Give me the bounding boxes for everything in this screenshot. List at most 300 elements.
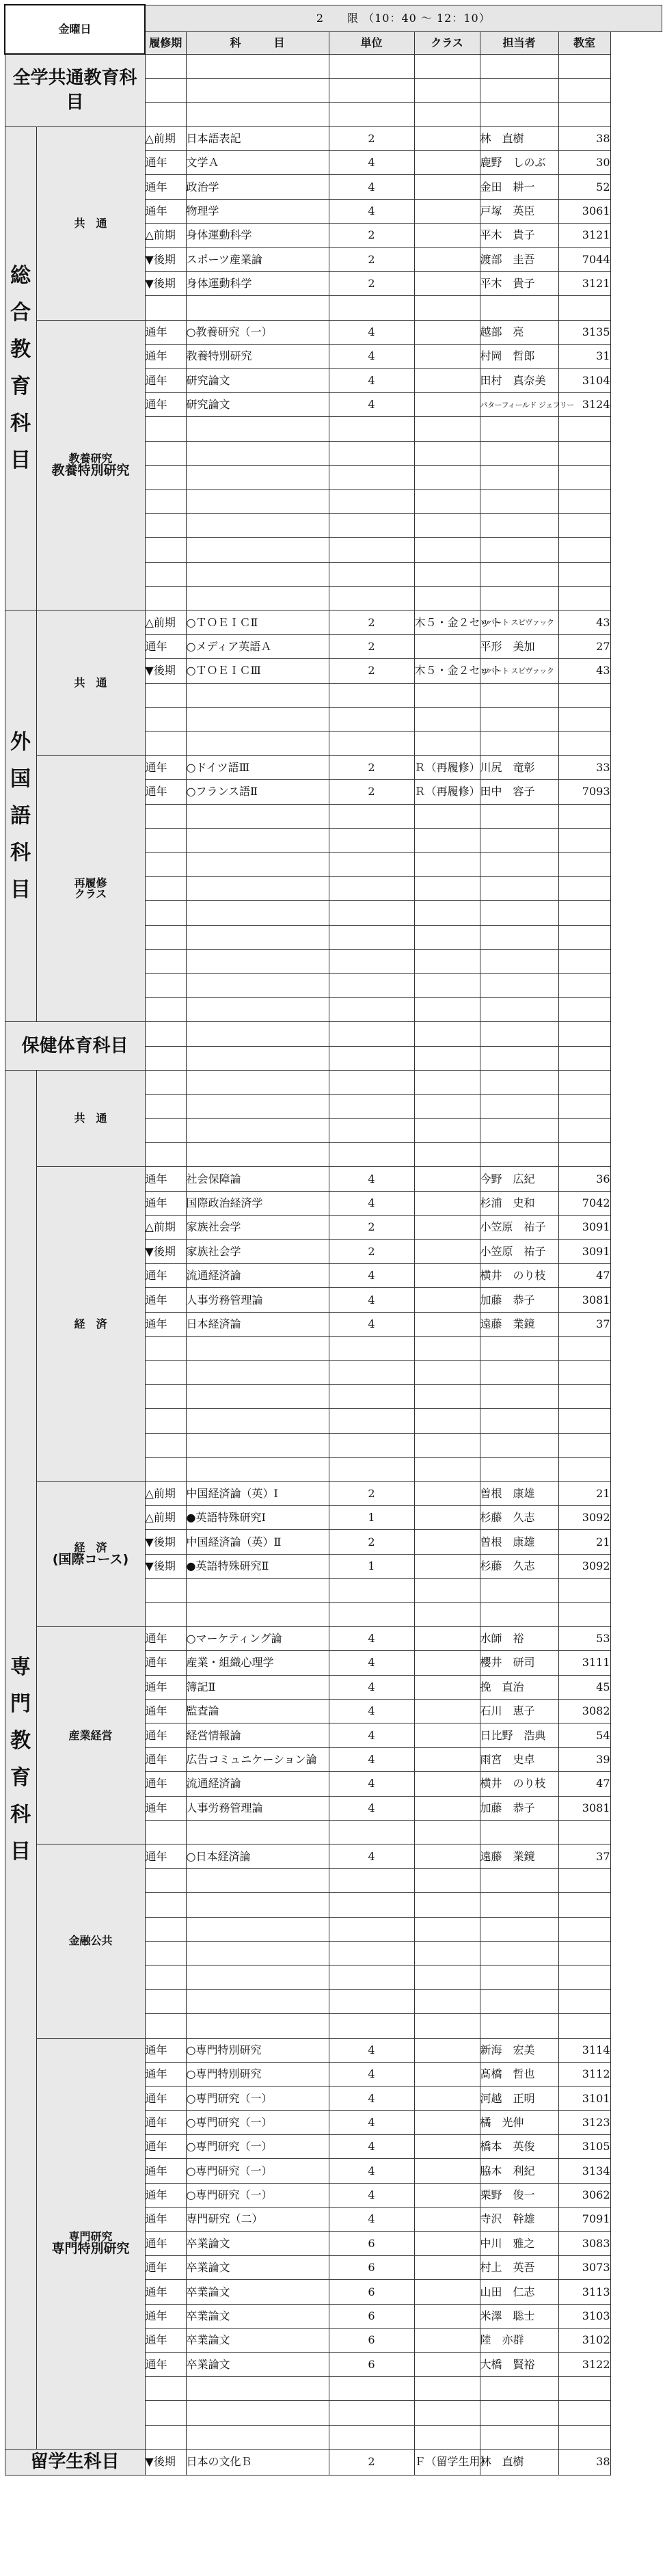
class-cell	[414, 1505, 480, 1529]
term-cell: ▼後期	[145, 247, 186, 271]
room-cell: 38	[558, 126, 610, 150]
units-cell: 4	[329, 1675, 414, 1699]
subject-cell	[186, 489, 329, 513]
subject-cell: 人事労務管理論	[186, 1796, 329, 1820]
room-cell: 47	[558, 1264, 610, 1288]
subject-cell: ○専門研究（一）	[186, 2087, 329, 2110]
column-header-class: クラス	[414, 31, 480, 54]
units-cell: 4	[329, 199, 414, 223]
term-cell: 通年	[145, 1191, 186, 1215]
class-cell	[414, 1893, 480, 1917]
teacher-cell: 戸塚 英臣	[480, 199, 558, 223]
room-cell	[558, 949, 610, 973]
group-label-text: 専門教育科目	[10, 1655, 31, 1864]
subject-cell	[186, 1360, 329, 1384]
class-cell	[414, 901, 480, 925]
subject-cell	[186, 513, 329, 537]
room-cell	[558, 2014, 610, 2038]
table-row	[5, 2450, 662, 2475]
class-cell	[414, 2110, 480, 2134]
subject-cell: ○マーケティング論	[186, 1626, 329, 1650]
teacher-cell: 杉藤 久志	[480, 1505, 558, 1529]
units-cell	[329, 489, 414, 513]
room-cell	[558, 417, 610, 441]
room-cell: 30	[558, 151, 610, 175]
term-cell: ▼後期	[145, 2450, 186, 2475]
teacher-cell	[480, 1917, 558, 1941]
class-cell	[414, 853, 480, 876]
units-cell	[329, 1868, 414, 1892]
subgroup-label-line: 専門特別研究	[51, 2241, 130, 2257]
group-label	[5, 611, 36, 1022]
subject-cell: 教養特別研究	[186, 345, 329, 368]
teacher-cell: 日比野 浩典	[480, 1723, 558, 1747]
units-cell: 4	[329, 392, 414, 416]
room-cell	[558, 2401, 610, 2425]
blank-row	[5, 1070, 662, 1094]
term-cell	[145, 1458, 186, 1481]
subject-cell	[186, 296, 329, 320]
term-cell: △前期	[145, 1505, 186, 1529]
class-cell	[414, 441, 480, 465]
term-cell: ▼後期	[145, 659, 186, 683]
units-cell	[329, 1602, 414, 1626]
units-cell	[329, 1893, 414, 1917]
subgroup-label-line: 専門研究	[68, 2230, 113, 2244]
class-cell	[414, 1579, 480, 1602]
term-cell: 通年	[145, 199, 186, 223]
subject-cell: ○メディア英語Ａ	[186, 634, 329, 658]
room-cell	[558, 853, 610, 876]
room-cell: 21	[558, 1530, 610, 1554]
units-cell: 4	[329, 2135, 414, 2159]
units-cell: 6	[329, 2231, 414, 2255]
room-cell	[558, 1821, 610, 1844]
room-cell	[558, 1118, 610, 1142]
table-row	[5, 1167, 662, 1191]
teacher-cell	[480, 1579, 558, 1602]
teacher-cell: 河越 正明	[480, 2087, 558, 2110]
units-cell	[329, 538, 414, 562]
subgroup-label	[36, 1844, 145, 2038]
subject-cell: 広告コミュニケーション論	[186, 1747, 329, 1771]
teacher-cell	[480, 2425, 558, 2449]
subgroup-label-line: 共 通	[74, 1112, 107, 1125]
teacher-cell	[480, 54, 558, 78]
term-cell: △前期	[145, 126, 186, 150]
room-cell	[558, 2377, 610, 2401]
room-cell	[558, 997, 610, 1021]
room-cell	[558, 1893, 610, 1917]
room-cell	[558, 489, 610, 513]
subgroup-label	[36, 1167, 145, 1481]
units-cell: 6	[329, 2329, 414, 2352]
units-cell	[329, 949, 414, 973]
term-cell: 通年	[145, 1288, 186, 1312]
room-cell: 3082	[558, 1700, 610, 1723]
subject-cell: ●英語特殊研究Ⅰ	[186, 1505, 329, 1529]
class-cell	[414, 2062, 480, 2086]
room-cell: 3101	[558, 2087, 610, 2110]
group-label	[5, 126, 36, 611]
term-cell: 通年	[145, 1651, 186, 1675]
teacher-cell	[480, 901, 558, 925]
subject-cell: 物理学	[186, 199, 329, 223]
class-cell	[414, 876, 480, 900]
units-cell	[329, 2377, 414, 2401]
units-cell: 4	[329, 1312, 414, 1336]
teacher-cell	[480, 538, 558, 562]
term-cell: △前期	[145, 224, 186, 247]
period-label: 2 限 （10：40 ～ 12：10）	[145, 5, 662, 31]
class-cell: 木５・金２セット	[414, 611, 480, 634]
subject-cell: ●英語特殊研究Ⅱ	[186, 1554, 329, 1578]
subject-cell	[186, 441, 329, 465]
teacher-cell: 平木 貴子	[480, 224, 558, 247]
units-cell	[329, 853, 414, 876]
term-cell	[145, 708, 186, 732]
subject-cell: 中国経済論（英）Ⅱ	[186, 1530, 329, 1554]
class-cell	[414, 368, 480, 392]
subject-cell	[186, 587, 329, 611]
subject-cell: 卒業論文	[186, 2256, 329, 2280]
class-cell	[414, 247, 480, 271]
teacher-cell	[480, 513, 558, 537]
subject-cell	[186, 1118, 329, 1142]
room-cell	[558, 732, 610, 755]
teacher-cell	[480, 1602, 558, 1626]
subject-cell: 卒業論文	[186, 2304, 329, 2328]
subject-cell	[186, 683, 329, 707]
subject-cell: 日本の文化Ｂ	[186, 2450, 329, 2475]
teacher-cell	[480, 489, 558, 513]
column-header-term: 履修期	[145, 31, 186, 54]
room-cell	[558, 804, 610, 828]
room-cell: 3114	[558, 2038, 610, 2062]
term-cell	[145, 1095, 186, 1118]
room-cell: 47	[558, 1772, 610, 1796]
units-cell	[329, 1409, 414, 1433]
term-cell: 通年	[145, 2256, 186, 2280]
room-cell: 3121	[558, 224, 610, 247]
group-label: 保健体育科目	[5, 1022, 145, 1071]
term-cell	[145, 2377, 186, 2401]
room-cell	[558, 1384, 610, 1408]
class-cell	[414, 1360, 480, 1384]
subject-cell	[186, 1022, 329, 1046]
subject-cell	[186, 1893, 329, 1917]
subject-cell: 研究論文	[186, 392, 329, 416]
term-cell	[145, 489, 186, 513]
room-cell	[558, 441, 610, 465]
subject-cell: 流通経済論	[186, 1772, 329, 1796]
term-cell: 通年	[145, 2304, 186, 2328]
class-cell	[414, 1095, 480, 1118]
room-cell: 7091	[558, 2208, 610, 2231]
class-cell	[414, 562, 480, 586]
units-cell: 2	[329, 1216, 414, 1239]
units-cell	[329, 804, 414, 828]
column-header-subject: 科 目	[186, 31, 329, 54]
teacher-cell: ロバート スピヴァック	[480, 659, 558, 683]
units-cell: 2	[329, 611, 414, 634]
room-cell: 39	[558, 1747, 610, 1771]
term-cell	[145, 1360, 186, 1384]
subject-cell: 国際政治経済学	[186, 1191, 329, 1215]
class-cell	[414, 1481, 480, 1505]
subject-cell: 日本語表記	[186, 126, 329, 150]
term-cell	[145, 1917, 186, 1941]
teacher-cell	[480, 2014, 558, 2038]
teacher-cell: 髙橋 哲也	[480, 2062, 558, 2086]
units-cell: 1	[329, 1505, 414, 1529]
room-cell	[558, 54, 610, 78]
room-cell: 3103	[558, 2304, 610, 2328]
units-cell: 4	[329, 1264, 414, 1288]
subject-cell	[186, 1917, 329, 1941]
room-cell: 3135	[558, 320, 610, 344]
term-cell: 通年	[145, 1796, 186, 1820]
units-cell	[329, 1384, 414, 1408]
subgroup-label-line: 経 済	[74, 1540, 107, 1554]
term-cell	[145, 804, 186, 828]
teacher-cell	[480, 1821, 558, 1844]
term-cell: △前期	[145, 1216, 186, 1239]
subject-cell: ○専門研究（一）	[186, 2135, 329, 2159]
subject-cell: スポーツ産業論	[186, 247, 329, 271]
subject-cell	[186, 1409, 329, 1433]
teacher-cell	[480, 683, 558, 707]
term-cell	[145, 1337, 186, 1360]
term-cell	[145, 2401, 186, 2425]
subgroup-label-line: 再履修	[74, 876, 107, 889]
room-cell: 45	[558, 1675, 610, 1699]
units-cell: 2	[329, 1481, 414, 1505]
class-cell	[414, 1675, 480, 1699]
subgroup-label	[36, 1070, 145, 1167]
class-cell	[414, 2377, 480, 2401]
term-cell	[145, 1989, 186, 2013]
group-label: 全学共通教育科目	[5, 54, 145, 126]
room-cell	[558, 1989, 610, 2013]
term-cell: ▼後期	[145, 1239, 186, 1263]
room-cell: 31	[558, 345, 610, 368]
units-cell	[329, 513, 414, 537]
term-cell: △前期	[145, 611, 186, 634]
column-header-units: 単位	[329, 31, 414, 54]
teacher-cell: 林 直樹	[480, 126, 558, 150]
room-cell	[558, 1409, 610, 1433]
subject-cell: ○フランス語Ⅱ	[186, 780, 329, 804]
class-cell	[414, 2183, 480, 2207]
class-cell	[414, 1554, 480, 1578]
room-cell	[558, 1143, 610, 1167]
subject-cell	[186, 949, 329, 973]
table-row	[5, 1626, 662, 1650]
teacher-cell: 雨宮 史卓	[480, 1747, 558, 1771]
term-cell	[145, 1409, 186, 1433]
class-cell	[414, 2014, 480, 2038]
units-cell	[329, 54, 414, 78]
teacher-cell	[480, 853, 558, 876]
subject-cell	[186, 1602, 329, 1626]
subject-cell: ○専門研究（一）	[186, 2159, 329, 2183]
class-cell	[414, 1239, 480, 1263]
teacher-cell: 加藤 恭子	[480, 1288, 558, 1312]
term-cell	[145, 1893, 186, 1917]
room-cell	[558, 587, 610, 611]
teacher-cell: 大橋 賢裕	[480, 2352, 558, 2376]
table-row	[5, 2038, 662, 2062]
units-cell: 6	[329, 2256, 414, 2280]
teacher-cell: 山田 仁志	[480, 2280, 558, 2304]
class-cell	[414, 466, 480, 489]
subject-cell: 政治学	[186, 175, 329, 199]
teacher-cell: 平木 貴子	[480, 272, 558, 296]
term-cell: 通年	[145, 2183, 186, 2207]
class-cell	[414, 1941, 480, 1965]
class-cell	[414, 1337, 480, 1360]
subgroup-label	[36, 2038, 145, 2450]
units-cell: 2	[329, 247, 414, 271]
class-cell	[414, 392, 480, 416]
units-cell: 2	[329, 634, 414, 658]
teacher-cell	[480, 732, 558, 755]
term-cell	[145, 925, 186, 949]
teacher-cell: 加藤 恭子	[480, 1796, 558, 1820]
class-cell	[414, 925, 480, 949]
units-cell	[329, 1917, 414, 1941]
term-cell: 通年	[145, 368, 186, 392]
term-cell: 通年	[145, 2038, 186, 2062]
teacher-cell	[480, 1095, 558, 1118]
class-cell	[414, 1747, 480, 1771]
teacher-cell	[480, 562, 558, 586]
units-cell: 4	[329, 2038, 414, 2062]
subject-cell	[186, 1337, 329, 1360]
term-cell: 通年	[145, 755, 186, 779]
term-cell: 通年	[145, 634, 186, 658]
room-cell: 3092	[558, 1505, 610, 1529]
subject-cell	[186, 1579, 329, 1602]
subject-cell	[186, 562, 329, 586]
units-cell: 2	[329, 780, 414, 804]
teacher-cell	[480, 1458, 558, 1481]
class-cell	[414, 683, 480, 707]
teacher-cell: 栗野 俊一	[480, 2183, 558, 2207]
teacher-cell	[480, 1143, 558, 1167]
term-cell	[145, 1941, 186, 1965]
subject-cell: 家族社会学	[186, 1239, 329, 1263]
units-cell	[329, 441, 414, 465]
class-cell	[414, 1433, 480, 1457]
teacher-cell: 今野 広紀	[480, 1167, 558, 1191]
term-cell: ▼後期	[145, 272, 186, 296]
term-cell: 通年	[145, 175, 186, 199]
subgroup-label-line: 共 通	[74, 676, 107, 690]
room-cell	[558, 1022, 610, 1046]
term-cell: 通年	[145, 1626, 186, 1650]
class-cell	[414, 1118, 480, 1142]
class-cell	[414, 2256, 480, 2280]
teacher-cell: 横井 のり枝	[480, 1772, 558, 1796]
term-cell	[145, 1433, 186, 1457]
units-cell	[329, 1022, 414, 1046]
table-row	[5, 611, 662, 634]
class-cell	[414, 151, 480, 175]
teacher-cell: 櫻井 研司	[480, 1651, 558, 1675]
teacher-cell	[480, 1433, 558, 1457]
room-cell	[558, 708, 610, 732]
units-cell: 2	[329, 224, 414, 247]
teacher-cell: 渡部 圭吾	[480, 247, 558, 271]
units-cell	[329, 1965, 414, 1989]
subgroup-label	[36, 1481, 145, 1626]
units-cell: 6	[329, 2280, 414, 2304]
blank-row	[5, 54, 662, 78]
room-cell: 38	[558, 2450, 610, 2475]
subgroup-label	[36, 611, 145, 755]
class-cell	[414, 1821, 480, 1844]
class-cell	[414, 1965, 480, 1989]
class-cell	[414, 1651, 480, 1675]
class-cell	[414, 1167, 480, 1191]
class-cell	[414, 829, 480, 853]
room-cell: 7044	[558, 247, 610, 271]
subject-cell: 社会保障論	[186, 1167, 329, 1191]
subject-cell: 研究論文	[186, 368, 329, 392]
subject-cell	[186, 997, 329, 1021]
term-cell	[145, 587, 186, 611]
units-cell	[329, 1821, 414, 1844]
term-cell	[145, 901, 186, 925]
units-cell: 1	[329, 1554, 414, 1578]
teacher-cell: 石川 恵子	[480, 1700, 558, 1723]
subject-cell: 監査論	[186, 1700, 329, 1723]
term-cell: 通年	[145, 2087, 186, 2110]
room-cell: 3111	[558, 1651, 610, 1675]
subject-cell	[186, 853, 329, 876]
room-cell	[558, 78, 610, 102]
room-cell: 3073	[558, 2256, 610, 2280]
room-cell: 3081	[558, 1288, 610, 1312]
term-cell	[145, 997, 186, 1021]
units-cell	[329, 708, 414, 732]
term-cell	[145, 538, 186, 562]
units-cell: 4	[329, 1700, 414, 1723]
teacher-cell: 遠藤 業鏡	[480, 1844, 558, 1868]
teacher-cell: 脇本 利紀	[480, 2159, 558, 2183]
class-cell	[414, 2087, 480, 2110]
day-label: 金曜日	[5, 5, 145, 54]
units-cell: 4	[329, 1651, 414, 1675]
subject-cell	[186, 2425, 329, 2449]
teacher-cell	[480, 876, 558, 900]
subject-cell	[186, 708, 329, 732]
units-cell	[329, 732, 414, 755]
term-cell	[145, 974, 186, 997]
room-cell: 3062	[558, 2183, 610, 2207]
term-cell	[145, 1046, 186, 1070]
header-row-period	[5, 5, 662, 31]
teacher-cell: 田村 真奈美	[480, 368, 558, 392]
teacher-cell	[480, 925, 558, 949]
room-cell	[558, 466, 610, 489]
subgroup-label-line: 共 通	[74, 216, 107, 230]
subject-cell	[186, 2377, 329, 2401]
subject-cell: 身体運動科学	[186, 224, 329, 247]
class-cell	[414, 2231, 480, 2255]
